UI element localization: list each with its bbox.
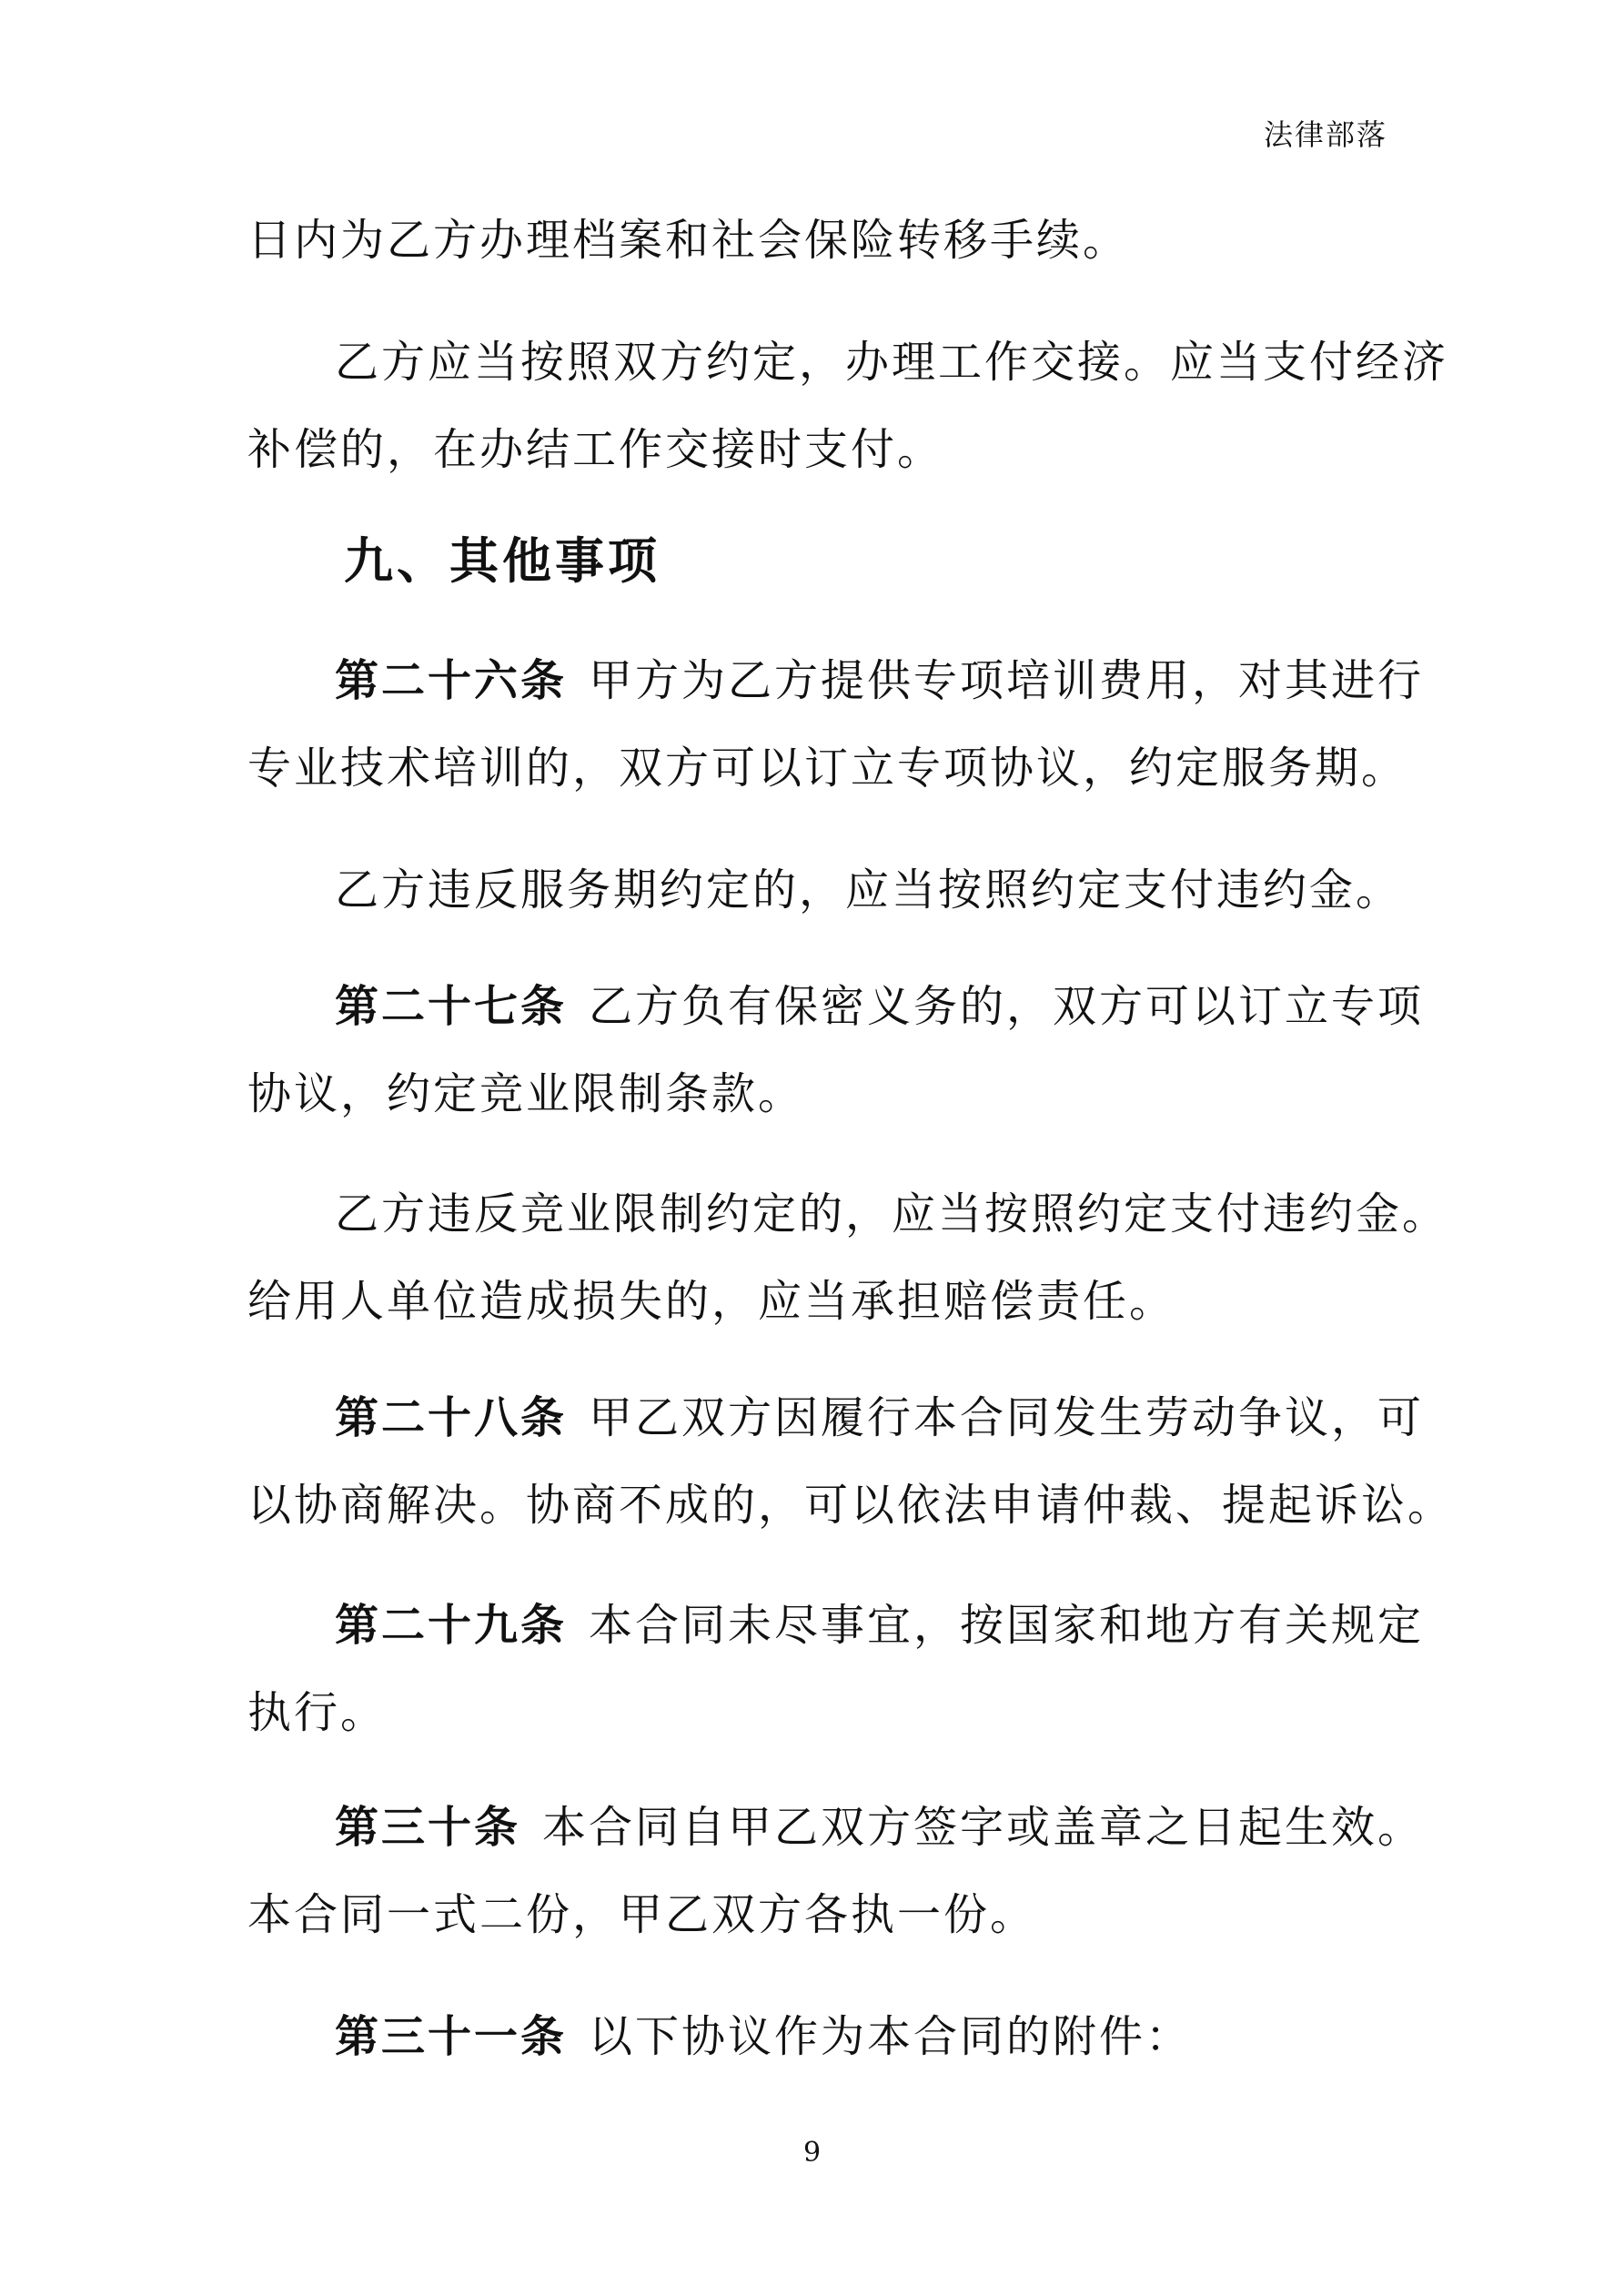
article-28-title: 第二十八条	[335, 1392, 568, 1443]
article-27-line-2: 协议，约定竞业限制条款。	[247, 1068, 805, 1119]
article-31-title: 第三十一条	[335, 2011, 568, 2062]
article-29-text-1: 本合同未尽事宜，按国家和地方有关规定	[589, 1600, 1425, 1651]
section-heading: 九、其他事项	[344, 531, 661, 590]
article-26-line-2: 专业技术培训的，双方可以订立专项协议，约定服务期。	[247, 743, 1408, 794]
article-28-line-2: 以协商解决。协商不成的，可以依法申请仲裁、提起诉讼。	[247, 1480, 1455, 1531]
article-31-text-1: 以下协议作为本合同的附件：	[589, 2011, 1193, 2062]
article-27-para-2-line-2: 给用人单位造成损失的，应当承担赔偿责任。	[247, 1276, 1176, 1327]
article-29-title: 第二十九条	[335, 1600, 568, 1651]
article-28-text-1: 甲乙双方因履行本合同发生劳动争议，可	[589, 1392, 1425, 1443]
article-29-line-1	[335, 1582, 1424, 1669]
article-30-line-2: 本合同一式二份，甲乙双方各执一份。	[247, 1889, 1037, 1940]
handover-line-2: 补偿的，在办结工作交接时支付。	[247, 424, 944, 475]
article-26-text-1: 甲方为乙方提供专项培训费用，对其进行	[589, 655, 1425, 706]
article-31-line-1	[335, 1993, 1192, 2080]
article-28-line-1	[335, 1374, 1424, 1462]
page-number: 9	[802, 2137, 822, 2169]
header-site-name: 法律部落	[1263, 117, 1387, 152]
article-27-title: 第二十七条	[335, 981, 568, 1032]
article-27-text-1: 乙方负有保密义务的，双方可以订立专项	[589, 981, 1425, 1032]
article-30-line-1	[335, 1784, 1424, 1871]
article-29-line-2: 执行。	[247, 1687, 388, 1738]
article-26-line-1	[335, 637, 1424, 724]
handover-line-1: 乙方应当按照双方约定，办理工作交接。应当支付经济	[335, 337, 1449, 388]
article-26-title: 第二十六条	[335, 655, 568, 706]
article-30-text-1: 本合同自甲乙双方签字或盖章之日起生效。	[542, 1802, 1425, 1853]
article-26-para-2: 乙方违反服务期约定的，应当按照约定支付违约金。	[335, 865, 1403, 915]
carryover-line: 日内为乙方办理档案和社会保险转移手续。	[247, 215, 1130, 266]
article-27-line-1	[335, 963, 1424, 1050]
article-30-title: 第三十条	[335, 1802, 521, 1853]
article-27-para-2-line-1: 乙方违反竞业限制约定的，应当按照约定支付违约金。	[335, 1188, 1449, 1239]
